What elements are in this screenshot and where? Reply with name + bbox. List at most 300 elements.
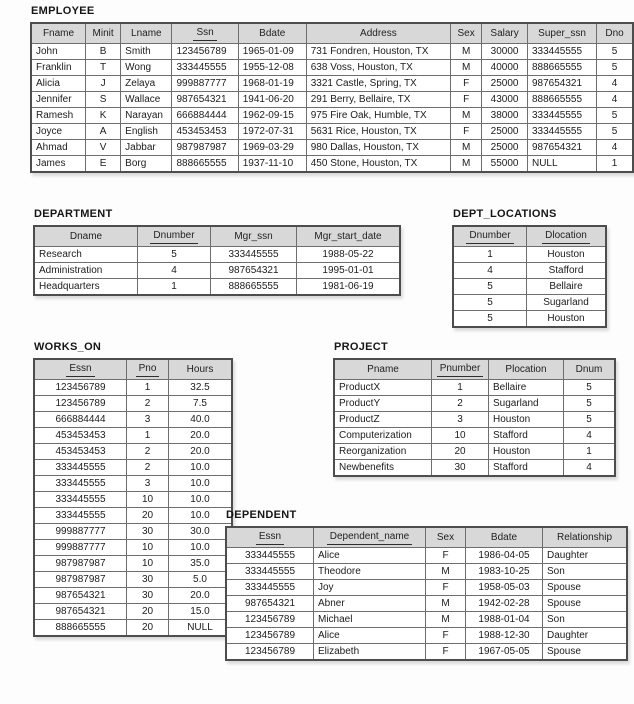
table-cell: 453453453 — [34, 428, 127, 444]
table-cell: Alicia — [31, 76, 86, 92]
table-cell: ProductY — [334, 396, 432, 412]
table-cell: Franklin — [31, 60, 86, 76]
table-row — [34, 476, 232, 492]
column-header-essn — [34, 359, 127, 380]
column-header-pnumber — [432, 359, 489, 380]
table-cell: Wong — [121, 60, 172, 76]
table-cell: 30 — [432, 460, 489, 477]
table-row — [31, 44, 633, 60]
column-header-lname — [121, 23, 172, 44]
table-cell: F — [451, 92, 482, 108]
table-cell: 1967-05-05 — [466, 644, 543, 661]
table-cell: E — [86, 156, 121, 173]
primary-key-column-label: Essn — [66, 363, 94, 377]
table-cell: 999887777 — [172, 76, 238, 92]
table-cell: NULL — [527, 156, 596, 173]
table-cell: 10.0 — [169, 460, 233, 476]
table-cell: Stafford — [489, 460, 564, 477]
primary-key-column-label: Pnumber — [437, 363, 484, 377]
primary-key-column-label: Essn — [256, 531, 284, 545]
table-cell: M — [426, 564, 466, 580]
table-row — [34, 588, 232, 604]
table-cell: 43000 — [482, 92, 528, 108]
employee-table-title: EMPLOYEE — [31, 5, 95, 17]
header-row — [34, 359, 232, 380]
table-cell: F — [451, 76, 482, 92]
table-row — [34, 444, 232, 460]
table-cell: 20.0 — [169, 588, 233, 604]
table-cell: 38000 — [482, 108, 528, 124]
table-cell: Sugarland — [527, 295, 607, 311]
table-cell: 55000 — [482, 156, 528, 173]
table-cell: Houston — [489, 412, 564, 428]
table-cell: Zelaya — [121, 76, 172, 92]
table-cell: V — [86, 140, 121, 156]
table-row — [34, 412, 232, 428]
table-row — [334, 412, 615, 428]
column-header-pno — [127, 359, 169, 380]
table-row — [334, 428, 615, 444]
column-label: Hours — [186, 363, 214, 375]
table-cell: 666884444 — [172, 108, 238, 124]
table-cell: 1 — [597, 156, 633, 173]
table-cell: Narayan — [121, 108, 172, 124]
table-cell: 5 — [597, 108, 633, 124]
table-cell: Bellaire — [527, 279, 607, 295]
table-cell: 5 — [564, 380, 616, 396]
column-header-dependent_name — [314, 527, 426, 548]
column-label: Relationship — [556, 531, 613, 543]
table-cell: 5 — [597, 60, 633, 76]
table-cell: Alice — [314, 548, 426, 564]
column-header-super_ssn — [527, 23, 596, 44]
table-cell: 1 — [564, 444, 616, 460]
table-cell: 333445555 — [34, 492, 127, 508]
table-cell: M — [451, 60, 482, 76]
table-cell: 10 — [432, 428, 489, 444]
primary-key-column-label: Dlocation — [542, 230, 590, 244]
table-row — [34, 279, 400, 296]
table-row — [34, 380, 232, 396]
table-row — [226, 644, 627, 661]
table-cell: 450 Stone, Houston, TX — [306, 156, 450, 173]
table-cell: 20.0 — [169, 428, 233, 444]
table-cell: Theodore — [314, 564, 426, 580]
works-on-table-title: WORKS_ON — [34, 341, 102, 353]
table-cell: 1962-09-15 — [238, 108, 306, 124]
table-cell: 987654321 — [527, 76, 596, 92]
table-cell: Daughter — [543, 548, 628, 564]
column-label: Pname — [367, 363, 399, 375]
table-cell: 5631 Rice, Houston, TX — [306, 124, 450, 140]
table-cell: M — [451, 44, 482, 60]
table-cell: Houston — [527, 311, 607, 328]
table-cell: 1937-11-10 — [238, 156, 306, 173]
table-cell: 638 Voss, Houston, TX — [306, 60, 450, 76]
table-row — [226, 596, 627, 612]
table-cell: 40.0 — [169, 412, 233, 428]
column-header-dnum — [564, 359, 616, 380]
table-cell: 10 — [127, 540, 169, 556]
table-cell: 4 — [564, 460, 616, 477]
table-cell: 10 — [127, 556, 169, 572]
column-header-bdate — [466, 527, 543, 548]
table-row — [34, 508, 232, 524]
dependent-table-title: DEPENDENT — [226, 509, 297, 521]
table-cell: Research — [34, 247, 138, 263]
table-cell: Headquarters — [34, 279, 138, 296]
table-cell: 888665555 — [172, 156, 238, 173]
header-row — [31, 23, 633, 44]
column-label: Dnum — [575, 363, 603, 375]
table-cell: 20 — [127, 508, 169, 524]
table-cell: K — [86, 108, 121, 124]
column-header-sex — [426, 527, 466, 548]
table-row — [453, 295, 606, 311]
table-cell: Bellaire — [489, 380, 564, 396]
table-row — [34, 572, 232, 588]
table-cell: Joyce — [31, 124, 86, 140]
table-cell: J — [86, 76, 121, 92]
table-cell: 123456789 — [226, 644, 314, 661]
table-cell: 10.0 — [169, 508, 233, 524]
table-cell: 987987987 — [34, 572, 127, 588]
column-header-ssn — [172, 23, 238, 44]
table-cell: 4 — [564, 428, 616, 444]
column-label: Fname — [42, 27, 75, 39]
table-cell: 1955-12-08 — [238, 60, 306, 76]
table-cell: 731 Fondren, Houston, TX — [306, 44, 450, 60]
table-cell: 3 — [127, 476, 169, 492]
table-cell: Computerization — [334, 428, 432, 444]
table-cell: 30.0 — [169, 524, 233, 540]
table-cell: 987654321 — [211, 263, 297, 279]
department-table — [33, 225, 401, 296]
table-row — [34, 396, 232, 412]
table-cell: Jabbar — [121, 140, 172, 156]
column-label: Salary — [490, 27, 519, 39]
table-cell: 987987987 — [172, 140, 238, 156]
column-header-dnumber — [138, 226, 211, 247]
table-cell: M — [451, 108, 482, 124]
table-cell: 3321 Castle, Spring, TX — [306, 76, 450, 92]
table-cell: 666884444 — [34, 412, 127, 428]
table-row — [334, 460, 615, 477]
table-cell: 25000 — [482, 124, 528, 140]
table-row — [453, 263, 606, 279]
table-cell: 2 — [127, 396, 169, 412]
table-cell: Houston — [527, 247, 607, 263]
header-row — [226, 527, 627, 548]
column-header-mgr_ssn — [211, 226, 297, 247]
column-label: Minit — [92, 27, 114, 39]
table-cell: 25000 — [482, 76, 528, 92]
table-row — [31, 92, 633, 108]
table-row — [334, 444, 615, 460]
table-row — [34, 556, 232, 572]
table-row — [226, 612, 627, 628]
column-label: Lname — [131, 27, 162, 39]
table-cell: 1958-05-03 — [466, 580, 543, 596]
column-label: Bdate — [490, 531, 518, 543]
table-cell: 987654321 — [226, 596, 314, 612]
table-row — [453, 311, 606, 328]
works-on-table — [33, 358, 233, 637]
table-cell: F — [426, 628, 466, 644]
column-label: Super_ssn — [538, 27, 586, 39]
table-cell: 2 — [127, 460, 169, 476]
table-cell: 999887777 — [34, 524, 127, 540]
table-cell: 987654321 — [527, 140, 596, 156]
primary-key-column-label: Ssn — [193, 27, 216, 41]
table-cell: 1969-03-29 — [238, 140, 306, 156]
column-header-dnumber — [453, 226, 527, 247]
column-header-fname — [31, 23, 86, 44]
table-cell: 1 — [138, 279, 211, 296]
table-cell: 1 — [453, 247, 527, 263]
table-cell: F — [426, 548, 466, 564]
table-cell: James — [31, 156, 86, 173]
table-cell: Stafford — [489, 428, 564, 444]
table-cell: ProductZ — [334, 412, 432, 428]
column-header-mgr_start_date — [297, 226, 401, 247]
primary-key-column-label: Pno — [136, 363, 160, 377]
table-row — [334, 396, 615, 412]
table-cell: Administration — [34, 263, 138, 279]
table-cell: 5 — [453, 295, 527, 311]
table-row — [31, 124, 633, 140]
dept-locations-relation — [452, 208, 607, 328]
primary-key-column-label: Dnumber — [466, 230, 513, 244]
table-row — [226, 580, 627, 596]
table-cell: 30 — [127, 572, 169, 588]
table-cell: M — [426, 612, 466, 628]
table-cell: 10 — [127, 492, 169, 508]
table-cell: 4 — [597, 76, 633, 92]
table-cell: F — [426, 580, 466, 596]
table-cell: 20 — [127, 604, 169, 620]
primary-key-column-label: Dependent_name — [327, 531, 413, 545]
table-cell: 333445555 — [211, 247, 297, 263]
table-cell: 5 — [564, 412, 616, 428]
column-header-dname — [34, 226, 138, 247]
table-row — [453, 247, 606, 263]
department-table-title: DEPARTMENT — [34, 208, 113, 220]
table-cell: S — [86, 92, 121, 108]
column-label: Address — [360, 27, 397, 39]
table-cell: Ahmad — [31, 140, 86, 156]
table-cell: 2 — [127, 444, 169, 460]
column-header-sex — [451, 23, 482, 44]
table-cell: 333445555 — [172, 60, 238, 76]
table-cell: NULL — [169, 620, 233, 637]
table-cell: ProductX — [334, 380, 432, 396]
table-cell: 7.5 — [169, 396, 233, 412]
column-header-pname — [334, 359, 432, 380]
table-cell: 987987987 — [34, 556, 127, 572]
dependent-table — [225, 526, 628, 661]
table-cell: 4 — [453, 263, 527, 279]
table-cell: 453453453 — [172, 124, 238, 140]
column-label: Dname — [69, 230, 103, 242]
table-cell: English — [121, 124, 172, 140]
table-cell: Sugarland — [489, 396, 564, 412]
table-cell: 5 — [564, 396, 616, 412]
table-cell: 3 — [432, 412, 489, 428]
table-cell: Joy — [314, 580, 426, 596]
table-cell: 1995-01-01 — [297, 263, 401, 279]
table-cell: John — [31, 44, 86, 60]
table-cell: 291 Berry, Bellaire, TX — [306, 92, 450, 108]
table-cell: 20 — [127, 620, 169, 637]
column-header-minit — [86, 23, 121, 44]
table-row — [34, 247, 400, 263]
table-cell: Borg — [121, 156, 172, 173]
project-table-title: PROJECT — [334, 341, 389, 353]
column-label: Mgr_ssn — [234, 230, 273, 242]
column-label: Mgr_start_date — [314, 230, 382, 242]
table-cell: Wallace — [121, 92, 172, 108]
table-cell: 999887777 — [34, 540, 127, 556]
column-header-relationship — [543, 527, 628, 548]
table-cell: 10.0 — [169, 476, 233, 492]
table-cell: 5.0 — [169, 572, 233, 588]
table-cell: 1 — [432, 380, 489, 396]
table-cell: 20.0 — [169, 444, 233, 460]
table-cell: 975 Fire Oak, Humble, TX — [306, 108, 450, 124]
table-cell: 333445555 — [34, 460, 127, 476]
table-cell: 980 Dallas, Houston, TX — [306, 140, 450, 156]
table-cell: 40000 — [482, 60, 528, 76]
department-relation — [33, 208, 401, 296]
table-cell: 333445555 — [226, 580, 314, 596]
table-cell: 987654321 — [34, 604, 127, 620]
table-cell: 30 — [127, 524, 169, 540]
column-label: Sex — [457, 27, 475, 39]
table-cell: 35.0 — [169, 556, 233, 572]
table-cell: 4 — [597, 92, 633, 108]
table-cell: 1972-07-31 — [238, 124, 306, 140]
column-header-salary — [482, 23, 528, 44]
table-cell: 5 — [138, 247, 211, 263]
table-cell: 333445555 — [34, 476, 127, 492]
column-label: Dno — [605, 27, 624, 39]
column-header-hours — [169, 359, 233, 380]
table-cell: 1 — [127, 380, 169, 396]
table-row — [31, 60, 633, 76]
table-cell: 5 — [453, 311, 527, 328]
table-cell: Spouse — [543, 644, 628, 661]
table-cell: 5 — [453, 279, 527, 295]
table-cell: 5 — [597, 124, 633, 140]
table-cell: 1988-12-30 — [466, 628, 543, 644]
table-cell: Spouse — [543, 580, 628, 596]
table-cell: Michael — [314, 612, 426, 628]
table-row — [31, 140, 633, 156]
table-row — [34, 604, 232, 620]
table-cell: 15.0 — [169, 604, 233, 620]
table-cell: 1941-06-20 — [238, 92, 306, 108]
table-cell: 20 — [432, 444, 489, 460]
table-row — [334, 380, 615, 396]
table-cell: 10.0 — [169, 492, 233, 508]
table-cell: 333445555 — [226, 564, 314, 580]
table-cell: 1983-10-25 — [466, 564, 543, 580]
table-row — [34, 620, 232, 637]
header-row — [334, 359, 615, 380]
table-cell: 2 — [432, 396, 489, 412]
project-relation — [333, 341, 616, 477]
table-cell: M — [451, 156, 482, 173]
table-cell: 333445555 — [527, 108, 596, 124]
table-cell: B — [86, 44, 121, 60]
dependent-relation — [225, 509, 628, 661]
table-cell: 4 — [597, 140, 633, 156]
table-cell: Houston — [489, 444, 564, 460]
table-row — [226, 548, 627, 564]
table-cell: Son — [543, 564, 628, 580]
table-row — [453, 279, 606, 295]
table-cell: Elizabeth — [314, 644, 426, 661]
table-cell: Spouse — [543, 596, 628, 612]
employee-table — [30, 22, 634, 173]
table-cell: 1968-01-19 — [238, 76, 306, 92]
project-table — [333, 358, 616, 477]
primary-key-column-label: Dnumber — [150, 230, 197, 244]
header-row — [453, 226, 606, 247]
table-cell: M — [426, 596, 466, 612]
table-cell: 123456789 — [226, 628, 314, 644]
table-cell: Ramesh — [31, 108, 86, 124]
table-cell: 1942-02-28 — [466, 596, 543, 612]
table-cell: 5 — [597, 44, 633, 60]
table-cell: F — [426, 644, 466, 661]
table-row — [34, 460, 232, 476]
employee-relation — [30, 5, 634, 173]
table-cell: 333445555 — [527, 44, 596, 60]
column-header-dno — [597, 23, 633, 44]
table-cell: Newbenefits — [334, 460, 432, 477]
table-cell: 32.5 — [169, 380, 233, 396]
table-row — [31, 108, 633, 124]
dept-locations-table-title: DEPT_LOCATIONS — [453, 208, 557, 220]
table-row — [34, 524, 232, 540]
table-cell: 123456789 — [34, 380, 127, 396]
table-cell: Jennifer — [31, 92, 86, 108]
table-cell: Smith — [121, 44, 172, 60]
table-cell: 888665555 — [211, 279, 297, 296]
table-cell: 1981-06-19 — [297, 279, 401, 296]
table-cell: 25000 — [482, 140, 528, 156]
table-cell: 3 — [127, 412, 169, 428]
table-cell: 333445555 — [34, 508, 127, 524]
table-row — [34, 492, 232, 508]
column-header-essn — [226, 527, 314, 548]
table-cell: 123456789 — [172, 44, 238, 60]
works-on-relation — [33, 341, 233, 637]
dept-locations-table — [452, 225, 607, 328]
table-cell: 30 — [127, 588, 169, 604]
column-header-bdate — [238, 23, 306, 44]
table-row — [226, 628, 627, 644]
table-cell: A — [86, 124, 121, 140]
table-cell: 123456789 — [34, 396, 127, 412]
table-cell: Son — [543, 612, 628, 628]
table-row — [34, 428, 232, 444]
column-label: Bdate — [259, 27, 286, 39]
table-cell: 333445555 — [527, 124, 596, 140]
table-cell: Daughter — [543, 628, 628, 644]
